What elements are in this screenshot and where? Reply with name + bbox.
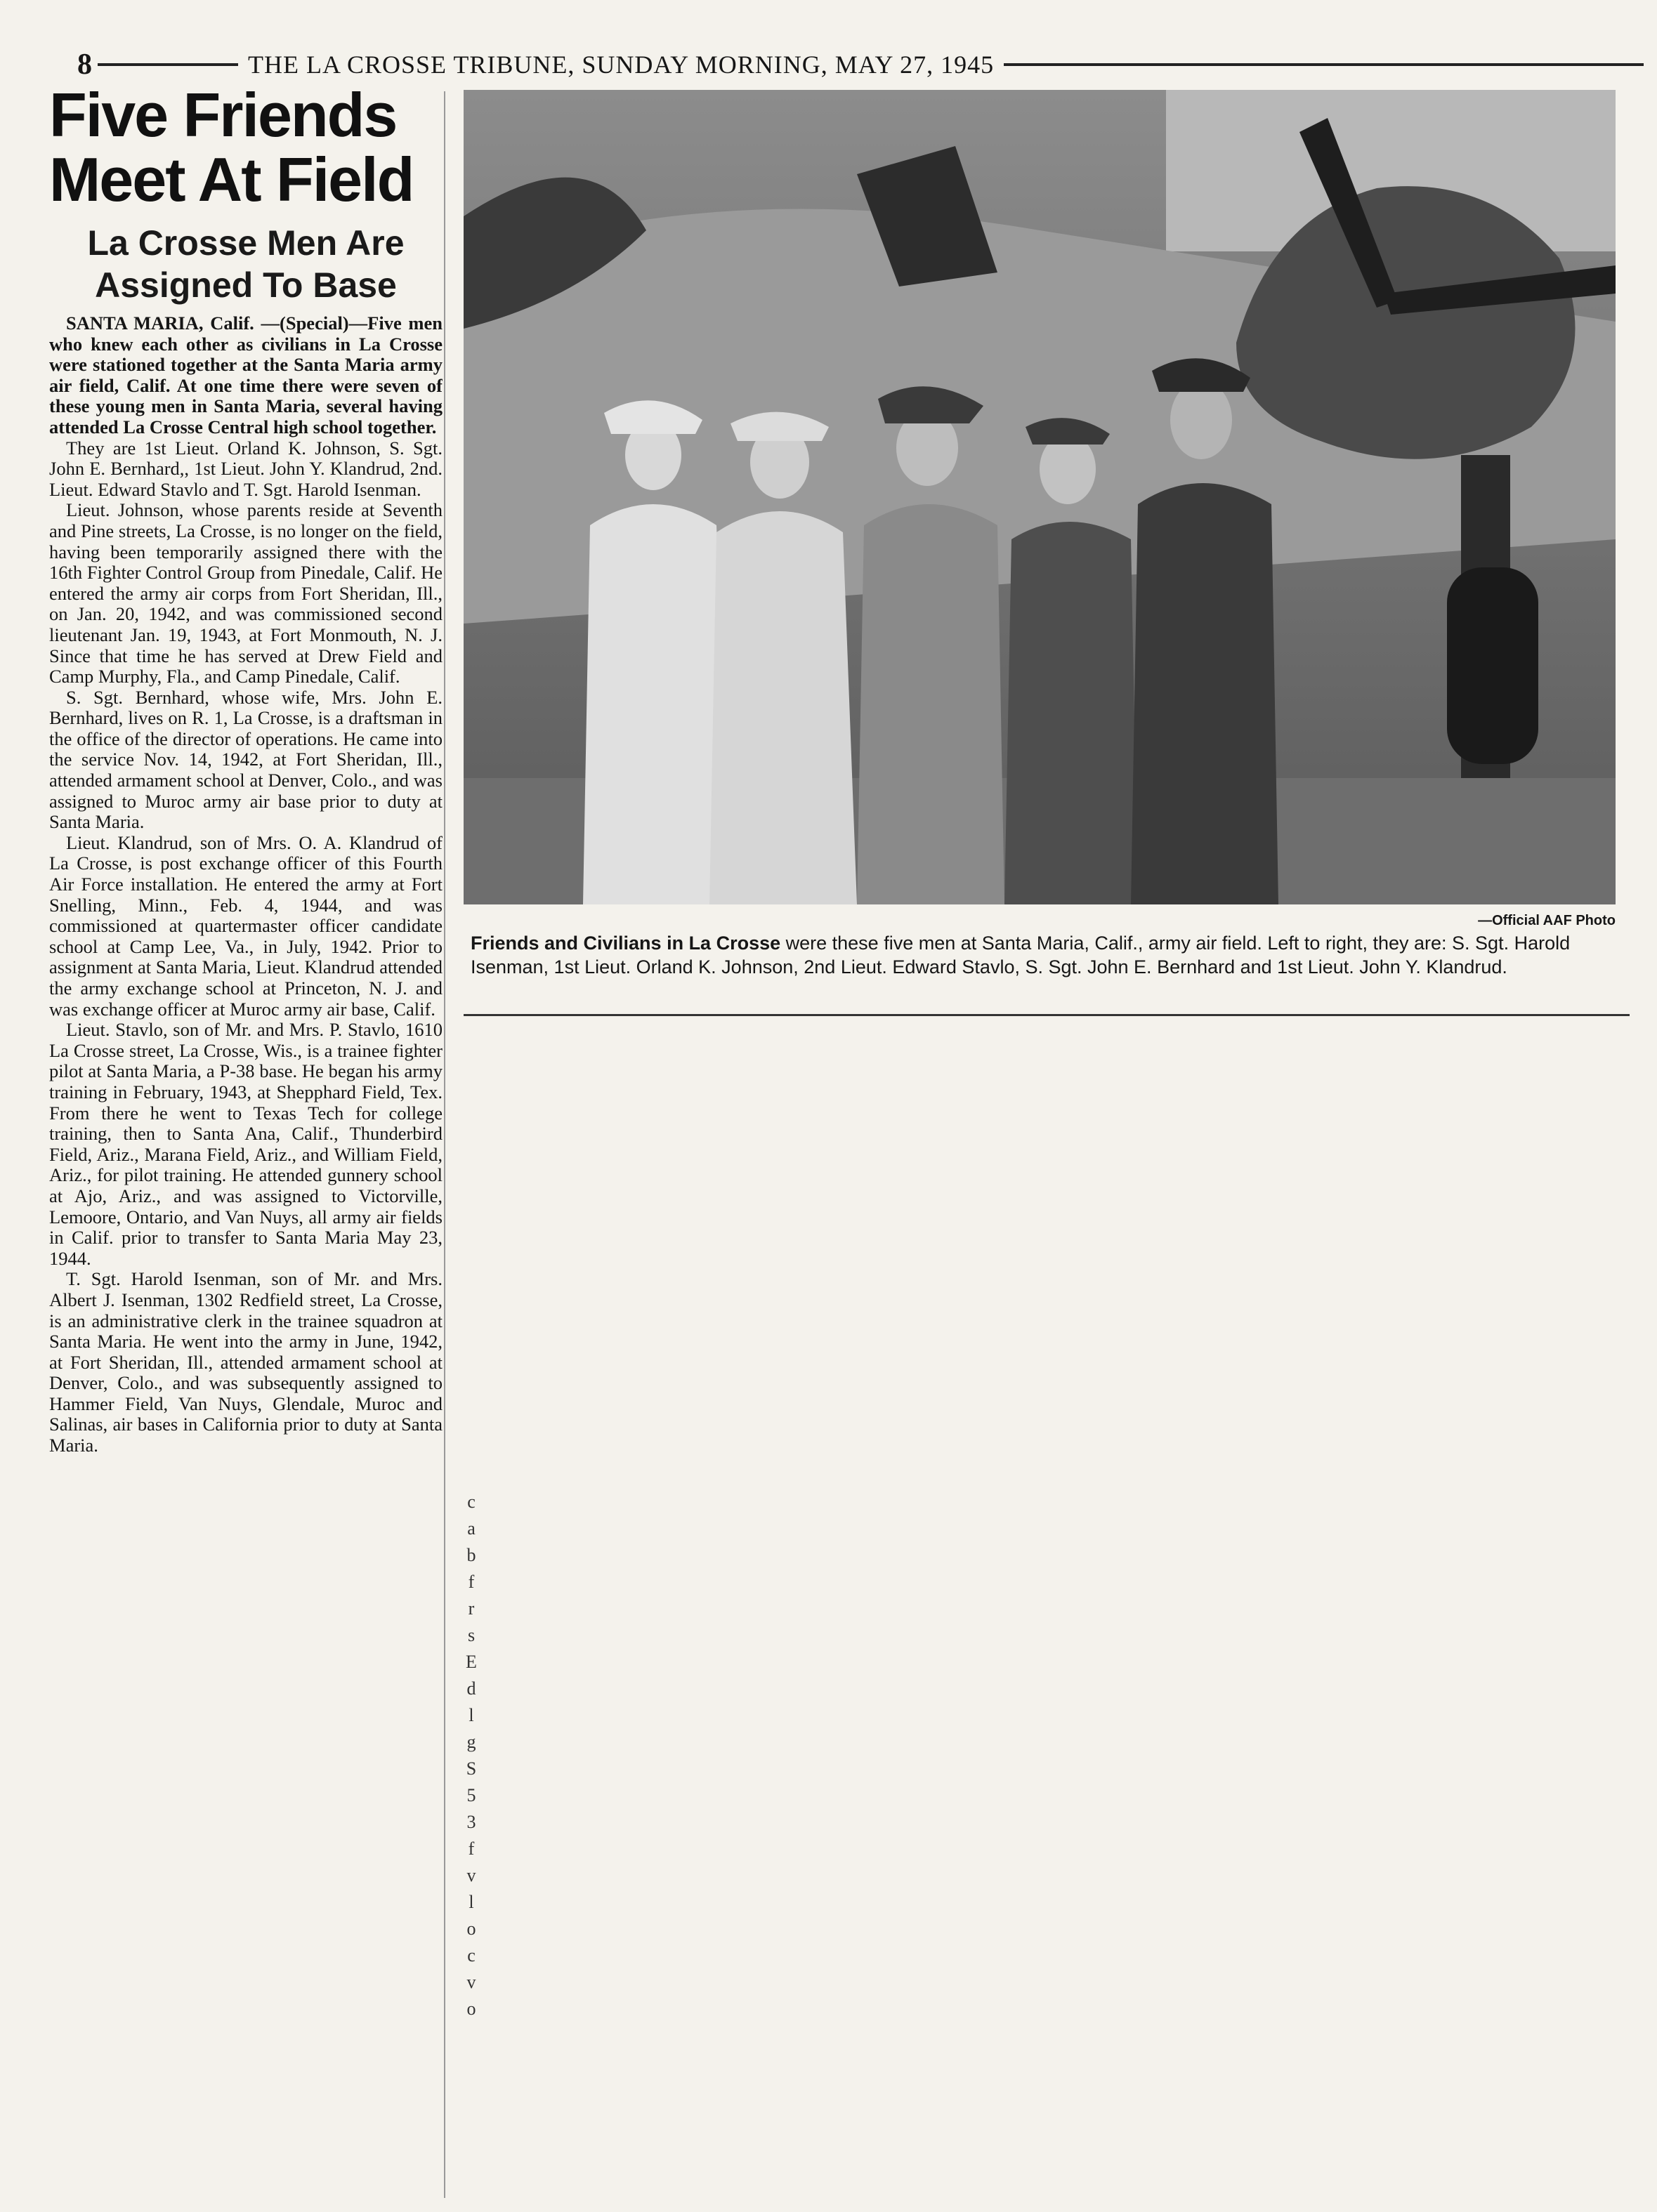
landing-wheel (1447, 567, 1538, 764)
fragment: f (468, 1572, 475, 1592)
fragment: o (466, 1999, 476, 2019)
fragment: 3 (466, 1812, 476, 1832)
masthead-title: THE LA CROSSE TRIBUNE, SUNDAY MORNING, MAY 27, 1945 (248, 51, 995, 79)
dateline: SANTA MARIA, Calif. —(Special)— (66, 312, 368, 334)
masthead (77, 48, 1644, 81)
paragraph-3: Lieut. Johnson, whose parents reside at Seventh and Pine streets, La Crosse, is no longer on the field, having been temporarily assigned there with the 16th Fighter Control Group from Pinedale, Calif. He entered the army air corps from Fort Sheridan, Ill., on Jan. 20, 1942, and was commissioned second lieutenant Jan. 19, 1943, at Fort Monmouth, N. J. Since that time he has served at Drew Field and Camp Murphy, Fla., and Camp Pinedale, Calif. (49, 499, 443, 687)
photo-caption (471, 931, 1623, 979)
paragraph-1 (49, 313, 443, 438)
masthead-rule-left (98, 63, 238, 66)
subhead-line-2: Assigned To Base (95, 265, 397, 305)
headline-line-1: Five Friends (49, 83, 397, 150)
paragraph-1-text: Five men who knew each other as civilians in La Crosse were stationed together at the Santa Maria army air field, Calif. At one time there were seven of these young men in Santa Maria, several having attended La Crosse Central high school together. (49, 312, 443, 437)
caption-text: were these five men at Santa Maria, Calif., army air field. Left to right, they are: S. Sgt. Harold Isenman, 1st Lieut. Orland K. Johnson, 2nd Lieut. Edward Stavlo, S. Sgt. John E. Bernhard and 1st Lieut. John Y. Klandrud. (471, 933, 1571, 977)
column-divider (444, 91, 445, 2198)
article-column (49, 83, 443, 2204)
fragment: r (468, 1598, 475, 1619)
paragraph-4: S. Sgt. Bernhard, whose wife, Mrs. John E. Bernhard, lives on R. 1, La Crosse, is a draftsman in the office of the director of operations. He came into the service Nov. 14, 1942, at Fort Sheridan, Ill., attended armament school at Denver, Colo., and was assigned to Muroc army air base prior to duty at Santa Maria. (49, 686, 443, 833)
fragment: b (466, 1545, 476, 1565)
caption-rule (464, 1014, 1630, 1016)
page-number: 8 (77, 48, 92, 81)
fragment: 5 (466, 1785, 476, 1805)
fragment: o (466, 1918, 476, 1939)
photo-credit: —Official AAF Photo (1478, 913, 1616, 928)
article-body (49, 313, 443, 1456)
fragment: c (467, 1492, 476, 1512)
fragment: v (466, 1865, 476, 1885)
subheadline (49, 222, 443, 306)
headline-line-2: Meet At Field (49, 145, 414, 214)
fragment: c (467, 1945, 476, 1966)
paragraph-2: They are 1st Lieut. Orland K. Johnson, S. Sgt. John E. Bernhard,, 1st Lieut. John Y. Klandrud, 2nd. Lieut. Edward Stavlo and T. Sgt. Harold Isenman. (49, 437, 443, 500)
masthead-rule-right (1004, 63, 1644, 66)
fragment: d (466, 1678, 476, 1699)
fragment: v (466, 1972, 476, 1992)
photo-illustration (464, 90, 1616, 904)
fragment: l (469, 1705, 474, 1725)
fragment: g (466, 1732, 476, 1752)
subhead-line-1: La Crosse Men Are (87, 223, 405, 263)
fragment: s (467, 1625, 476, 1645)
paragraph-6: Lieut. Stavlo, son of Mr. and Mrs. P. Stavlo, 1610 La Crosse street, La Crosse, Wis., is a trainee fighter pilot at Santa Maria, a P-38 base. He began his army training in February, 1943, at Shepphard Field, Tex. From there he went to Texas Tech for college training, then to Santa Ana, Calif., Thunderbird Field, Ariz., Marana Field, Ariz., and William Field, Ariz., for pilot training. He attended gunnery school at Ajo, Ariz., and was assigned to Victorville, Lemoore, Ontario, and Van Nuys, all army air fields in Calif. prior to transfer to Santa Maria May 23, 1944. (49, 1019, 443, 1269)
paragraph-7: T. Sgt. Harold Isenman, son of Mr. and Mrs. Albert J. Isenman, 1302 Redfield street, La Crosse, is an administrative clerk in the trainee squadron at Santa Maria. He went into the army in June, 1942, at Fort Sheridan, Ill., attended armament school at Denver, Colo., and was subsequently assigned to Hammer Field, Van Nuys, Glendale, Muroc and Salinas, air bases in California prior to duty at Santa Maria. (49, 1268, 443, 1456)
headline (49, 83, 443, 212)
fragment: l (469, 1892, 474, 1912)
fragment: f (468, 1838, 475, 1859)
fragment: E (466, 1652, 477, 1672)
fragment: S (466, 1758, 477, 1779)
news-photo (464, 90, 1616, 904)
adjacent-column-fragments (461, 1489, 482, 2022)
fragment: a (467, 1518, 476, 1539)
paragraph-5: Lieut. Klandrud, son of Mrs. O. A. Klandrud of La Crosse, is post exchange officer of this Fourth Air Force installation. He entered the army at Fort Snelling, Minn., Feb. 4, 1944, and was commissioned at quartermaster officer candidate school at Camp Lee, Va., in July, 1942. Prior to assignment at Santa Maria, Lieut. Klandrud attended the army exchange school at Princeton, N. J. and was exchange officer at Muroc army air base, Calif. (49, 831, 443, 1020)
caption-lead: Friends and Civilians in La Crosse (471, 933, 781, 954)
